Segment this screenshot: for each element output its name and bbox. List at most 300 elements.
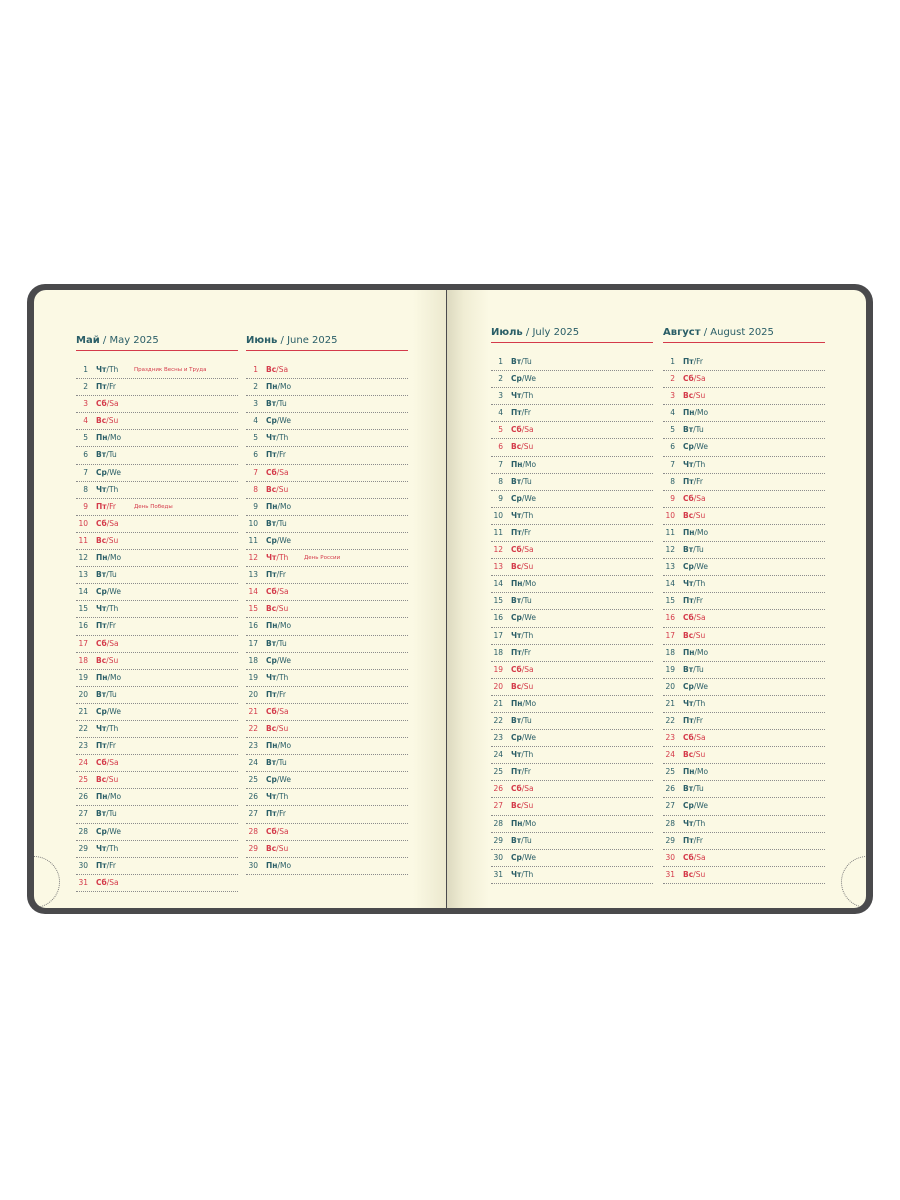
weekday: Сб/Sa [511,425,534,435]
weekday: Сб/Sa [266,467,289,477]
day-number: 15 [78,604,88,614]
weekday-ru: Вс [266,365,277,374]
day-row [663,730,825,747]
weekday: Пт/Fr [511,527,532,537]
weekday-ru: Ср [511,374,522,384]
day-number: 17 [78,638,88,648]
weekday-en: We [696,681,708,691]
day-number: 22 [248,723,258,733]
day-row [246,755,408,772]
weekday: Вт/Tu [96,689,117,699]
day-row [663,867,825,884]
weekday-en: Su [523,801,534,811]
weekday-en: We [524,493,536,503]
weekday: Сб/Sa [511,784,534,794]
day-row [76,601,238,618]
weekday-ru: Пн [511,459,523,469]
weekday: Пт/Fr [96,382,117,392]
weekday-en: Tu [523,835,532,845]
day-row [76,516,238,533]
weekday: Сб/Sa [266,826,289,836]
weekday: Чт/Th [511,869,534,879]
weekday: Ср/We [683,801,708,811]
weekday-en: Fr [696,476,704,486]
weekday-en: Mo [697,527,709,537]
day-row [76,430,238,447]
weekday: Чт/Th [266,672,289,682]
day-number: 31 [78,877,88,887]
day-row [76,550,238,567]
weekday: Пт/Fr [266,809,287,819]
weekday-en: Tu [523,476,532,486]
day-number: 21 [78,706,88,716]
day-number: 17 [665,630,675,640]
weekday: Чт/Th [96,604,119,614]
day-list [491,354,653,884]
weekday: Вс/Sa [266,365,289,374]
weekday-ru: Чт [683,579,694,589]
weekday: Пт/Fr [96,621,117,631]
weekday-ru: Вт [266,399,277,409]
day-row [491,610,653,627]
day-number: 21 [665,698,675,708]
weekday: Вт/Tu [511,835,532,845]
day-row [491,593,653,610]
weekday-ru: Пн [96,672,108,682]
weekday-en: Fr [109,501,117,511]
day-number: 1 [253,365,258,374]
weekday-ru: Вс [683,510,694,520]
weekday-en: Fr [524,767,532,777]
weekday: Пт/Fr [96,741,117,751]
day-row [491,474,653,491]
weekday-en: Mo [280,382,292,392]
weekday-ru: Чт [266,792,277,802]
weekday: Ср/We [511,374,536,384]
day-number: 4 [670,408,675,418]
weekday-en: Th [108,484,119,494]
weekday-ru: Сб [266,826,277,836]
day-number: 11 [665,527,675,537]
day-number: 9 [498,493,503,503]
day-row [246,533,408,550]
weekday-ru: Чт [511,510,522,520]
weekday-en: Sa [109,399,119,409]
weekday-en: Sa [109,758,119,768]
day-row [491,645,653,662]
day-number: 22 [665,715,675,725]
day-row [663,628,825,645]
weekday-ru: Чт [683,698,694,708]
day-number: 29 [493,835,503,845]
day-number: 12 [493,545,503,555]
day-number: 3 [253,399,258,409]
weekday-ru: Ср [511,493,522,503]
day-number: 8 [83,484,88,494]
weekday-ru: Вс [511,442,522,452]
weekday-ru: Чт [266,433,277,443]
day-number: 18 [493,647,503,657]
weekday: Пт/Fr [683,476,704,486]
day-row [76,738,238,755]
day-number: 11 [493,527,503,537]
month-title-ru: Август [663,327,701,338]
day-row [491,559,653,576]
weekday-ru: Пн [96,553,108,563]
weekday-en: Fr [279,809,287,819]
weekday-en: Mo [525,698,537,708]
day-row [246,379,408,396]
weekday-en: Th [523,391,534,401]
day-row [246,430,408,447]
month-column-may [76,334,238,892]
day-number: 28 [493,818,503,828]
day-row [246,584,408,601]
weekday: Чт/Th [683,579,706,589]
day-number: 4 [253,416,258,426]
weekday-ru: Сб [96,638,107,648]
day-row [663,422,825,439]
weekday-en: Tu [523,715,532,725]
weekday-ru: Чт [511,750,522,760]
day-row [76,584,238,601]
weekday: Пн/Mo [683,408,709,418]
day-row [663,508,825,525]
weekday-ru: Ср [96,467,107,477]
day-number: 10 [665,510,675,520]
day-list [246,362,408,875]
day-number: 20 [665,681,675,691]
weekday-en: Su [278,604,289,614]
day-number: 28 [248,826,258,836]
weekday-en: We [696,562,708,572]
day-number: 13 [78,570,88,580]
weekday: Вс/Su [683,750,706,760]
weekday-en: We [109,467,121,477]
weekday-en: Th [108,843,119,853]
day-row [246,550,408,567]
weekday-ru: Пт [683,476,694,486]
weekday-en: Th [278,792,289,802]
weekday-ru: Вт [266,758,277,768]
day-row [246,806,408,823]
day-row [663,593,825,610]
day-row [76,362,238,379]
weekday-ru: Вс [96,535,107,545]
weekday-en: Sa [279,467,289,477]
weekday-ru: Вт [96,689,107,699]
weekday-en: Tu [523,357,532,366]
day-row [663,662,825,679]
weekday-en: Mo [110,553,122,563]
day-row [663,696,825,713]
day-row [246,858,408,875]
month-title: Май / May 2025 [76,334,238,351]
weekday: Вт/Tu [511,357,532,366]
weekday-en: Su [523,442,534,452]
day-row [663,474,825,491]
day-row [491,696,653,713]
day-row [663,798,825,815]
day-number: 2 [253,382,258,392]
day-number: 9 [670,493,675,503]
weekday: Ср/We [266,655,291,665]
weekday: Вт/Tu [96,570,117,580]
weekday-ru: Пн [96,792,108,802]
weekday-ru: Сб [96,877,107,887]
day-number: 5 [253,433,258,443]
weekday-ru: Пт [683,715,694,725]
weekday-ru: Пн [683,527,695,537]
day-row [491,781,653,798]
day-row [491,798,653,815]
weekday: Вт/Tu [266,399,287,409]
weekday-en: We [109,587,121,597]
day-row [491,354,653,371]
weekday-ru: Вс [266,484,277,494]
day-number: 19 [78,672,88,682]
weekday: Чт/Th [266,433,289,443]
day-row [76,653,238,670]
weekday-en: Th [278,672,289,682]
weekday: Ср/We [96,467,121,477]
day-number: 11 [248,535,258,545]
weekday-ru: Сб [96,758,107,768]
weekday-ru: Вс [683,391,694,401]
weekday-en: Fr [109,382,117,392]
weekday: Сб/Sa [96,638,119,648]
weekday-ru: Пн [96,433,108,443]
weekday-ru: Сб [511,784,522,794]
weekday: Пт/Fr [683,715,704,725]
day-row [246,482,408,499]
weekday-en: Sa [524,545,534,555]
holiday-label: День Победы [134,503,173,510]
day-number: 29 [665,835,675,845]
day-row [246,396,408,413]
day-number: 6 [498,442,503,452]
day-row [491,816,653,833]
day-number: 9 [253,501,258,511]
weekday: Чт/Th [511,510,534,520]
weekday-ru: Сб [266,467,277,477]
weekday-ru: Сб [511,545,522,555]
month-title-ru: Июль [491,327,523,338]
day-number: 24 [493,750,503,760]
weekday: Пт/Fr [266,689,287,699]
day-number: 8 [253,484,258,494]
weekday: Сб/Sa [683,493,706,503]
weekday-en: Mo [110,672,122,682]
weekday-en: Mo [525,459,537,469]
weekday-en: Mo [525,579,537,589]
weekday: Вт/Tu [511,596,532,606]
weekday: Ср/We [96,706,121,716]
day-row [246,824,408,841]
weekday: Вс/Su [96,416,119,426]
day-list [76,362,238,892]
day-number: 16 [665,613,675,623]
weekday-ru: Вт [96,809,107,819]
weekday-ru: Сб [266,706,277,716]
weekday-en: Th [523,869,534,879]
weekday-en: We [696,442,708,452]
day-number: 20 [78,689,88,699]
month-column-august [663,326,825,884]
weekday-ru: Пт [511,647,522,657]
weekday: Вт/Tu [511,715,532,725]
weekday-en: Su [695,391,706,401]
weekday-en: Th [523,750,534,760]
weekday-ru: Чт [96,484,107,494]
day-row [76,499,238,516]
weekday-ru: Вс [683,869,694,879]
day-number: 13 [493,562,503,572]
weekday-en: Su [108,416,119,426]
weekday: Вт/Tu [266,638,287,648]
weekday-en: Tu [523,596,532,606]
day-row [76,618,238,635]
day-row [663,439,825,456]
weekday: Сб/Sa [511,545,534,555]
day-number: 18 [665,647,675,657]
weekday-en: We [696,801,708,811]
day-row [76,755,238,772]
weekday-ru: Вс [96,655,107,665]
day-row [76,841,238,858]
day-row [76,789,238,806]
day-number: 23 [78,741,88,751]
day-row [663,679,825,696]
weekday: Чт/Th [683,698,706,708]
day-list [663,354,825,884]
day-number: 1 [83,365,88,374]
weekday-ru: Пт [96,501,107,511]
weekday: Пт/Fr [96,501,117,511]
weekday-en: Mo [280,741,292,751]
day-row [246,618,408,635]
day-number: 1 [670,357,675,366]
weekday-ru: Чт [511,391,522,401]
weekday-en: Tu [108,570,117,580]
weekday-ru: Вс [266,604,277,614]
month-title: Июнь / June 2025 [246,334,408,351]
day-row [76,413,238,430]
weekday-en: Sa [279,587,289,597]
weekday-ru: Пт [266,689,277,699]
day-row [663,542,825,559]
weekday-ru: Сб [266,587,277,597]
month-title: Август / August 2025 [663,326,825,343]
weekday-en: Su [523,681,534,691]
weekday-en: Th [278,433,289,443]
weekday-ru: Чт [511,869,522,879]
weekday-en: Tu [108,809,117,819]
weekday: Вс/Su [96,655,119,665]
weekday: Чт/Th [266,792,289,802]
day-number: 29 [78,843,88,853]
day-row [246,447,408,464]
day-number: 11 [78,535,88,545]
weekday-en: Th [108,604,119,614]
day-number: 25 [493,767,503,777]
weekday-en: Mo [280,501,292,511]
day-number: 25 [248,775,258,785]
day-number: 5 [83,433,88,443]
weekday-en: Mo [525,818,537,828]
day-row [76,567,238,584]
day-row [663,833,825,850]
weekday-ru: Сб [683,852,694,862]
weekday-en: Tu [108,689,117,699]
weekday-ru: Ср [266,655,277,665]
weekday: Сб/Sa [96,399,119,409]
day-row [76,824,238,841]
weekday-en: Sa [109,638,119,648]
day-number: 2 [83,382,88,392]
day-number: 22 [78,723,88,733]
weekday-en: Fr [696,596,704,606]
weekday-ru: Сб [683,733,694,743]
day-number: 17 [248,638,258,648]
day-row [246,721,408,738]
weekday: Ср/We [683,681,708,691]
weekday-ru: Вс [96,416,107,426]
weekday: Сб/Sa [511,664,534,674]
weekday: Пн/Mo [96,553,122,563]
weekday: Пт/Fr [96,860,117,870]
weekday-ru: Пн [683,767,695,777]
day-row [663,713,825,730]
day-row [663,576,825,593]
weekday: Сб/Sa [266,706,289,716]
day-number: 30 [248,860,258,870]
weekday-ru: Чт [96,365,107,374]
weekday: Сб/Sa [683,733,706,743]
weekday-en: Tu [695,425,704,435]
day-row [491,867,653,884]
weekday-ru: Пт [511,527,522,537]
day-row [663,645,825,662]
weekday-en: Sa [524,425,534,435]
weekday-ru: Вт [683,545,694,555]
weekday-en: Fr [109,860,117,870]
day-row [246,670,408,687]
weekday-ru: Ср [683,681,694,691]
month-column-june [246,334,408,875]
day-row [663,747,825,764]
weekday: Ср/We [511,852,536,862]
day-row [491,628,653,645]
weekday-en: Sa [696,613,706,623]
weekday: Пн/Mo [96,433,122,443]
weekday-en: Su [108,655,119,665]
day-row [76,482,238,499]
weekday: Чт/Th [511,630,534,640]
day-number: 12 [248,553,258,563]
weekday-en: Th [108,723,119,733]
weekday: Вс/Su [266,604,289,614]
weekday: Вс/Su [511,442,534,452]
weekday-en: Tu [695,664,704,674]
weekday: Ср/We [511,733,536,743]
month-title-ru: Июнь [246,335,278,346]
day-row [491,747,653,764]
weekday-ru: Вс [96,775,107,785]
weekday: Пн/Mo [266,501,292,511]
weekday-en: Fr [524,647,532,657]
weekday-en: Th [523,510,534,520]
